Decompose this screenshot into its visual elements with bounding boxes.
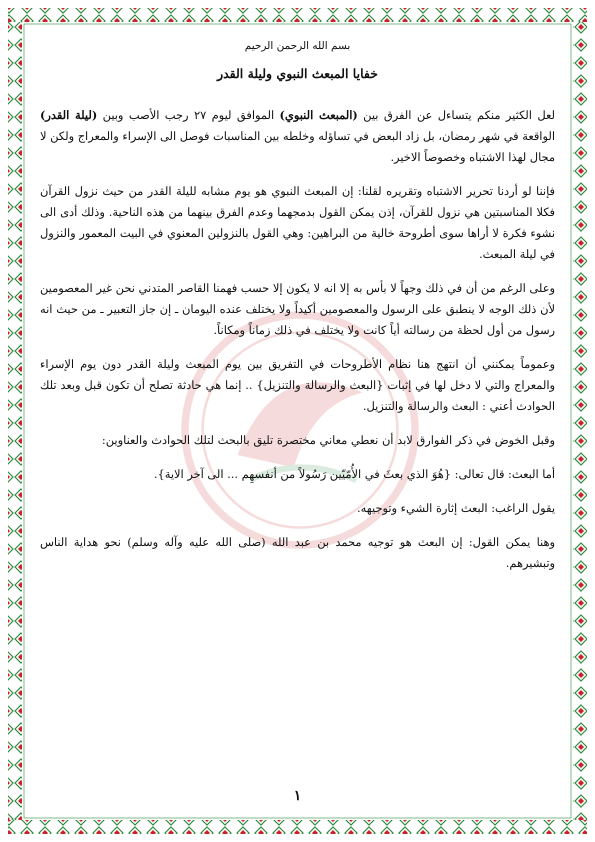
paragraph-4: وعموماً يمكنني أن انتهج هنا نظام الأطروحات في التفريق بين يوم المبعث وليلة القدر دون يوم الإسراء والمعراج والتي لا دخل لها في إثبات {البعث والرسالة والتنزيل} .. إنما هي حادثة تصلح أن تكون قبل وبعد تلك الحوادث أعني : البعث والرسالة والتنزيل. [40,357,555,413]
document-page [40,36,555,806]
document-title: خفايا المبعث النبوي وليلة القدر [217,66,378,81]
paragraph-7: يقول الراغب: البعث إثارة الشيء وتوجيهه. [357,501,555,515]
text: لعل الكثير منكم يتساءل عن الفرق بين [357,108,555,122]
paragraph-5: وقبل الخوض في ذكر الفوارق لابد أن نعطي معاني مختصرة تليق بالبحث لتلك الحوادث والعناوين: [101,433,555,447]
paragraph-8: وهنا يمكن القول: إن البعث هو توجيه محمد بن عبد الله (صلى الله عليه وآله وسلم) نحو هداية الناس وتبشيرهم. [40,535,555,570]
paragraph-2: فإننا لو أردنا تحرير الاشتباه وتقريره لقلنا: إن المبعث النبوي هو يوم مشابه لليلة القدر من حيث نزول القرآن فكلا المناسبتين هي نزول للقرآن، إذن يمكن القول بدمجهما وعدم الفرق بينهما من هذه الناحية. وذلك أدى الى نشوء فكرة لا أراها سوى أطروحة خالية من البراهين: وهي القول بالنزولين المعنوي في البيت المعمور والنزول في ليلة المبعث. [40,184,555,261]
text: الموافق ليوم ٢٧ رجب الأصب وبين [97,108,280,122]
term-laylat-alqadr: (ليلة القدر) [40,108,98,122]
text: الواقعة في شهر رمضان، بل زاد البعض في تساؤله وخلطه بين المناسبات فوصل الى الإسراء والمعراج ولكن لا مجال لهذا الاشتباه وخصوصاً الاخير. [40,129,555,164]
paragraph-3: وعلى الرغم من أن في ذلك وجهاً لا بأس به إلا انه لا يكون إلا حسب فهمنا القاصر المتدني نحن غير المعصومين لأن ذلك الوجه لا ينطبق على الرسول والمعصومين أكيداً ولا يختلف عنده اليومان ـ إن جاز التعبير ـ من حيث انه رسول من أول لحظة من رسالته أياً كانت ولا يختلف في ذلك زماناً ومكاناً. [40,281,555,337]
page-number: ١ [293,788,302,804]
term-mabath: (المبعث النبوي) [279,108,358,122]
paragraph-6: أما البعث: قال تعالى: {هُوَ الذي بعثَ في الأُمّيّين رَسُولاً من أنفسهِم ... الى آخر الاية}. [153,467,555,481]
basmala: بسم الله الرحمن الرحيم [244,40,351,52]
paragraph-1 [40,105,555,168]
